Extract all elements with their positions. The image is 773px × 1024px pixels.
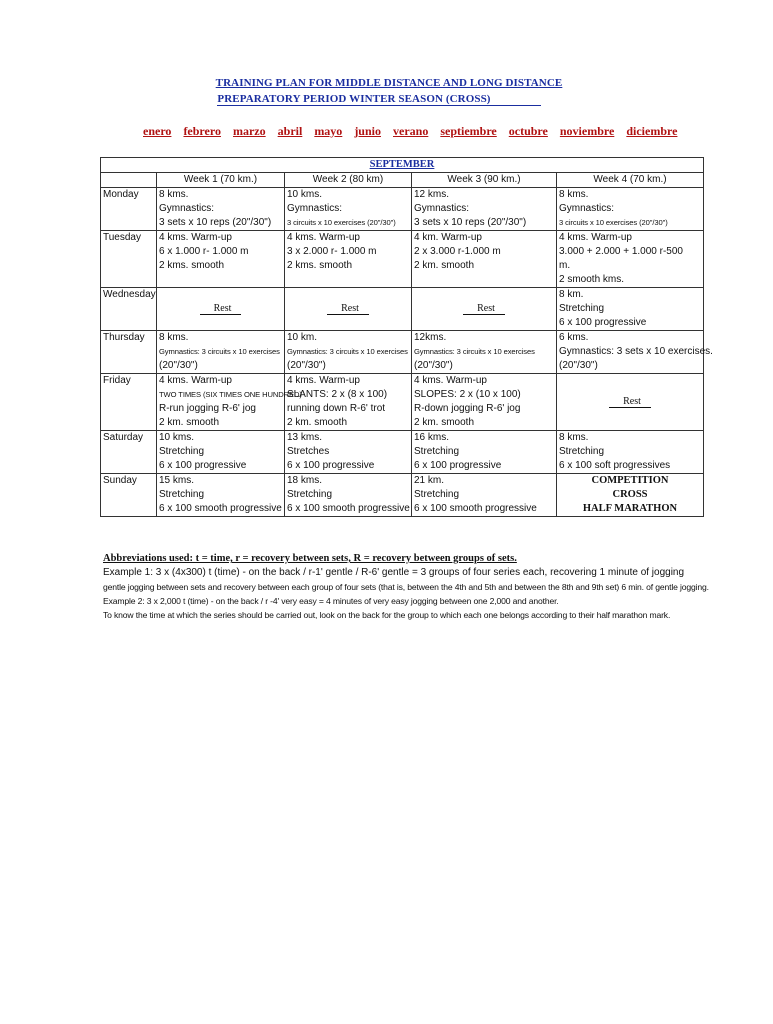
day-label: Thursday: [101, 331, 157, 374]
table-row: [101, 374, 704, 431]
title-line-1: TRAINING PLAN FOR MIDDLE DISTANCE AND LONG DISTANCE: [215, 77, 563, 89]
plan-cell: 8 kms. Gymnastics: 3 sets x 10 reps (20"/30"): [157, 188, 285, 231]
rest-cell: Rest: [557, 374, 704, 431]
table-row: [101, 231, 704, 288]
plan-cell: 4 kms. Warm-up TWO TIMES (SIX TIMES ONE HUNDRED) R-run jogging R-6' jog 2 km. smooth: [157, 374, 285, 431]
day-label: Saturday: [101, 431, 157, 474]
plan-cell: 12 kms. Gymnastics: 3 sets x 10 reps (20"/30"): [412, 188, 557, 231]
month-links: [143, 124, 678, 139]
plan-cell: 4 kms. Warm-up 3 x 2.000 r- 1.000 m 2 kms. smooth: [285, 231, 412, 288]
day-label: Wednesday: [101, 288, 157, 331]
table-row: [101, 331, 704, 374]
day-label: Tuesday: [101, 231, 157, 288]
corner-cell: [101, 173, 157, 188]
half-marathon-note: To know the time at which the series should be carried out, look on the back for the group to which each one belongs according to their half marathon mark.: [103, 610, 671, 620]
training-plan-table: [100, 157, 713, 517]
rest-cell: Rest: [412, 288, 557, 331]
plan-cell: 4 kms. Warm-up SLANTS: 2 x (8 x 100) running down R-6' trot 2 km. smooth: [285, 374, 412, 431]
plan-cell: 10 kms. Gymnastics: 3 circuits x 10 exercises (20"/30"): [285, 188, 412, 231]
plan-cell: 13 kms. Stretches 6 x 100 progressive: [285, 431, 412, 474]
month-link-verano[interactable]: verano: [393, 124, 429, 138]
month-link-mayo[interactable]: mayo: [314, 124, 343, 138]
week-header-3: Week 3 (90 km.): [412, 173, 557, 188]
rest-cell: Rest: [157, 288, 285, 331]
month-link-abril[interactable]: abril: [277, 124, 303, 138]
table-row: [101, 474, 704, 517]
plan-cell: 16 kms. Stretching 6 x 100 progressive: [412, 431, 557, 474]
month-header: SEPTEMBER: [101, 158, 704, 173]
plan-cell: 8 kms. Gymnastics: 3 circuits x 10 exercises (20"/30"): [557, 188, 704, 231]
plan-cell: 4 kms. Warm-up 6 x 1.000 r- 1.000 m 2 kms. smooth: [157, 231, 285, 288]
abbreviations-note: Abbreviations used: t = time, r = recovery between sets, R = recovery between groups of sets.: [103, 553, 517, 564]
table-row: [101, 288, 704, 331]
plan-cell: 8 kms. Stretching 6 x 100 soft progressives: [557, 431, 704, 474]
example-2: Example 2: 3 x 2,000 t (time) - on the back / r -4' very easy = 4 minutes of very easy jogging between one 2,000 and another.: [103, 596, 559, 606]
day-label: Friday: [101, 374, 157, 431]
week-header-4: Week 4 (70 km.): [557, 173, 704, 188]
month-link-marzo[interactable]: marzo: [232, 124, 266, 138]
plan-cell: 10 km. Gymnastics: 3 circuits x 10 exercises (20"/30"): [285, 331, 412, 374]
rest-cell: Rest: [285, 288, 412, 331]
plan-cell: 4 km. Warm-up 2 x 3.000 r-1.000 m 2 km. smooth: [412, 231, 557, 288]
day-label: Monday: [101, 188, 157, 231]
example-1-line-2: gentle jogging between sets and recovery between each group of four sets (that is, between the 4th and 5th and between the 8th and 9th set) 6 min. of gentle jogging.: [103, 582, 709, 592]
table-row: [101, 188, 704, 231]
week-header-1: Week 1 (70 km.): [157, 173, 285, 188]
plan-cell: 12kms. Gymnastics: 3 circuits x 10 exercises (20"/30"): [412, 331, 557, 374]
month-link-noviembre[interactable]: noviembre: [559, 124, 615, 138]
month-link-octubre[interactable]: octubre: [508, 124, 548, 138]
example-1-line-1: Example 1: 3 x (4x300) t (time) - on the back / r-1' gentle / R-6' gentle = 3 groups of four series each, recovering 1 minute of jogging: [103, 567, 685, 578]
plan-cell: 4 kms. Warm-up SLOPES: 2 x (10 x 100) R-down jogging R-6' jog 2 km. smooth: [412, 374, 557, 431]
month-link-febrero[interactable]: febrero: [183, 124, 221, 138]
plan-cell: 4 kms. Warm-up 3.000 + 2.000 + 1.000 r-500 m. 2 smooth kms.: [557, 231, 704, 288]
plan-cell: 10 kms. Stretching 6 x 100 progressive: [157, 431, 285, 474]
plan-cell: 15 kms. Stretching 6 x 100 smooth progressive: [157, 474, 285, 517]
table-row: [101, 431, 704, 474]
week-header-2: Week 2 (80 km): [285, 173, 412, 188]
plan-cell: 18 kms. Stretching 6 x 100 smooth progressive: [285, 474, 412, 517]
title-line-2: PREPARATORY PERIOD WINTER SEASON (CROSS): [0, 93, 763, 105]
plan-cell: 21 km. Stretching 6 x 100 smooth progressive: [412, 474, 557, 517]
competition-cell: COMPETITION CROSS HALF MARATHON: [557, 474, 704, 517]
notes-section: [103, 552, 713, 622]
month-link-junio[interactable]: junio: [354, 124, 381, 138]
month-link-septiembre[interactable]: septiembre: [440, 124, 497, 138]
plan-cell: 6 kms. Gymnastics: 3 sets x 10 exercises. (20"/30"): [557, 331, 704, 374]
month-link-enero[interactable]: enero: [143, 124, 172, 138]
plan-cell: 8 kms. Gymnastics: 3 circuits x 10 exercises (20"/30"): [157, 331, 285, 374]
plan-cell: 8 km. Stretching 6 x 100 progressive: [557, 288, 704, 331]
day-label: Sunday: [101, 474, 157, 517]
month-link-diciembre[interactable]: diciembre: [626, 124, 678, 138]
